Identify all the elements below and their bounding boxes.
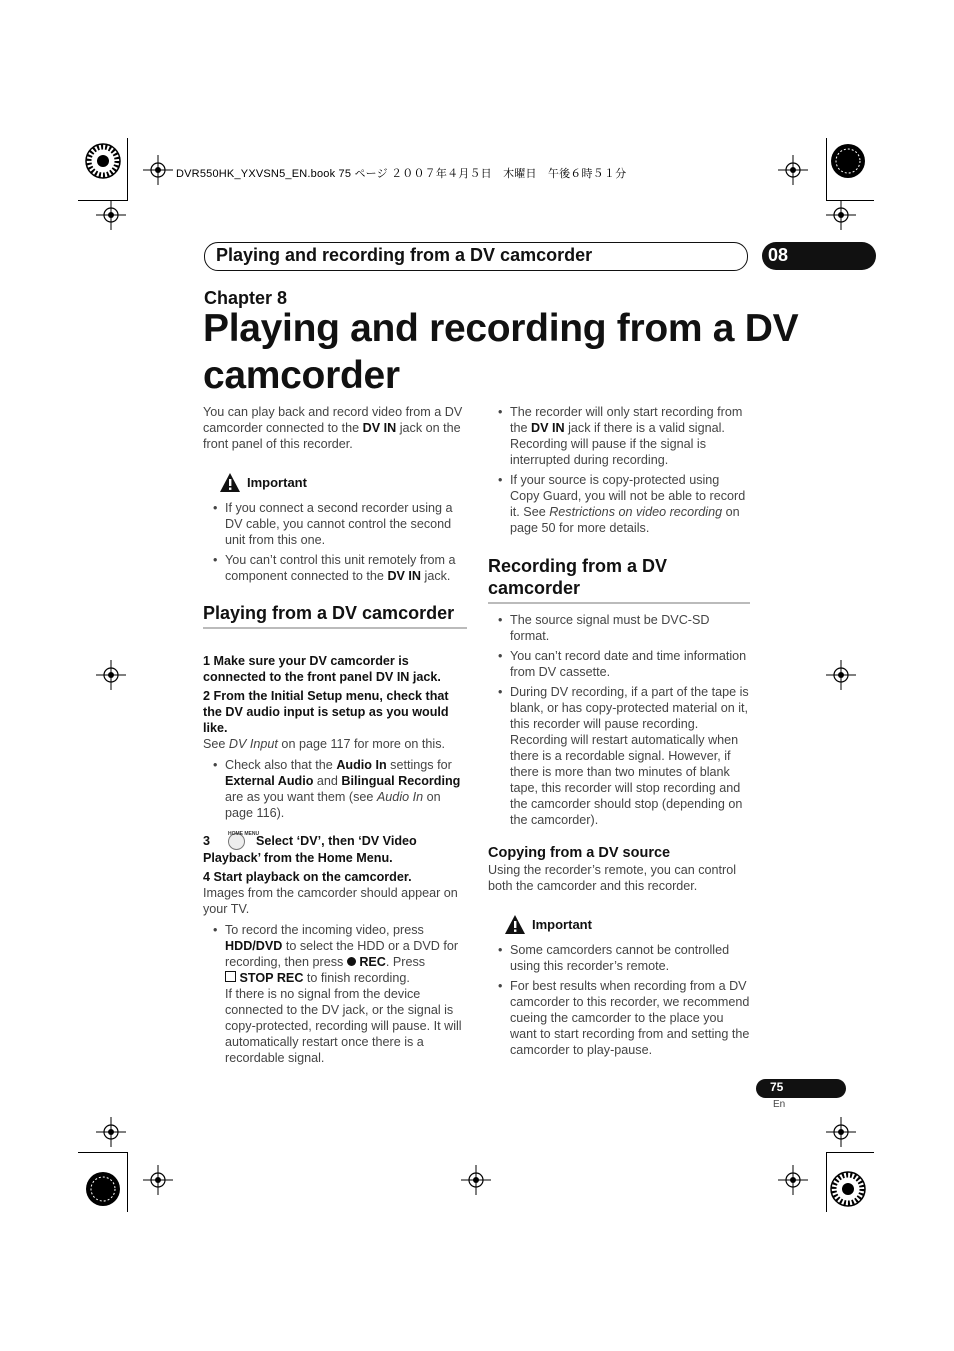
- crosshair-icon: [778, 155, 808, 185]
- crosshair-icon: [826, 660, 856, 690]
- warning-icon: [504, 914, 526, 936]
- step-4-list: [203, 922, 467, 1066]
- step-2-see: See DV Input on page 117 for more on this.: [203, 737, 446, 751]
- crosshair-icon: [461, 1165, 491, 1195]
- registration-starburst-icon: [829, 142, 867, 180]
- crosshair-icon: [826, 1117, 856, 1147]
- list-item: • During DV recording, if a part of the tape is blank, or has copy-protected material on it, this recorder will pause recording. Recording will restart automatically when there is a recordable signal. However, if there is more than two minutes of blank tape, this recorder will stop recording and the camcorder should stop (depending on the camcorder).: [488, 684, 750, 828]
- warning-icon: [219, 472, 241, 494]
- crop-mark: [826, 1152, 827, 1212]
- chapter-label: Chapter 8: [204, 288, 288, 308]
- list-item: • If your source is copy-protected using Copy Guard, you will not be able to record it. See Restrictions on video recording on page 50 for more details.: [488, 472, 750, 536]
- important-list: [488, 942, 750, 1058]
- crosshair-icon: [96, 660, 126, 690]
- list-item: • Some camcorders cannot be controlled using this recorder’s remote.: [488, 942, 750, 974]
- crosshair-icon: [143, 155, 173, 185]
- list-item: • To record the incoming video, press HDD/DVD to select the HDD or a DVD for recording, then press REC. Press STOP REC to finish recording. If there is no signal from the device connected to the DV jack, or the signal is copy-protected, recording will pause. It will automatically restart once there is a recordable signal.: [203, 922, 467, 1066]
- subsection-heading-copying: Copying from a DV source: [488, 845, 671, 861]
- crop-mark: [127, 138, 128, 200]
- section-heading-playing: Playing from a DV camcorder: [203, 602, 467, 629]
- step-4-description: Images from the camcorder should appear on your TV.: [203, 886, 458, 917]
- registration-starburst-icon: [84, 1170, 122, 1208]
- registration-starburst-icon: [84, 142, 122, 180]
- important-list: [203, 500, 467, 584]
- crosshair-icon: [96, 1117, 126, 1147]
- record-dot-icon: [347, 957, 356, 966]
- crop-mark: [127, 1152, 128, 1212]
- important-heading: Important: [504, 914, 750, 936]
- list-item: • Check also that the Audio In settings for External Audio and Bilingual Recording are as you want them (see Audio In on page 116).: [203, 757, 467, 821]
- page-title: Playing and recording from a DV camcorder: [203, 307, 799, 397]
- copying-description: Using the recorder’s remote, you can control both the camcorder and this recorder.: [488, 863, 737, 893]
- crop-mark: [78, 1152, 128, 1153]
- list-item: • For best results when recording from a DV camcorder to this recorder, we recommend cueing the camcorder to the place you want to start recording from and setting the camcorder to play-pause.: [488, 978, 750, 1058]
- step-4: 4 Start playback on the camcorder.: [203, 870, 412, 885]
- recording-list: [488, 612, 750, 828]
- list-item: • If you connect a second recorder using a DV cable, you cannot control the second unit from this one.: [203, 500, 467, 548]
- registration-starburst-icon: [829, 1170, 867, 1208]
- section-heading-recording: Recording from a DV camcorder: [488, 555, 750, 604]
- crop-mark: [826, 1152, 874, 1153]
- running-header-title: Playing and recording from a DV camcorder: [216, 245, 593, 265]
- right-column: [488, 404, 750, 1058]
- dv-notes-list: [488, 404, 750, 536]
- page-number: 75: [770, 1080, 784, 1094]
- crosshair-icon: [96, 200, 126, 230]
- list-item: • The recorder will only start recording from the DV IN jack if there is a valid signal. Recording will pause if the signal is interrupted during recording.: [488, 404, 750, 468]
- step-2-list: [203, 757, 467, 821]
- list-item: • The source signal must be DVC-SD format.: [488, 612, 750, 644]
- book-file-header: DVR550HK_YXVSN5_EN.book 75 ページ ２００７年４月５日 木曜日 午後６時５１分: [176, 168, 627, 180]
- important-heading: Important: [219, 472, 467, 494]
- home-menu-button-label: HOME MENU: [228, 831, 260, 837]
- crop-mark: [826, 138, 827, 200]
- step-3: HOME MENU 3 Select ‘DV’, then ‘DV Video Playback’ from the Home Menu.: [203, 833, 467, 866]
- step-1: 1 Make sure your DV camcorder is connected to the front panel DV IN jack.: [203, 654, 441, 684]
- crosshair-icon: [826, 200, 856, 230]
- list-item: • You can’t record date and time information from DV cassette.: [488, 648, 750, 680]
- stop-square-icon: [225, 971, 236, 982]
- left-column: [203, 404, 467, 1066]
- page-language: En: [773, 1099, 786, 1110]
- step-2: 2 From the Initial Setup menu, check that the DV audio input is setup as you would like.: [203, 689, 449, 735]
- crosshair-icon: [778, 1165, 808, 1195]
- list-item: • You can’t control this unit remotely from a component connected to the DV IN jack.: [203, 552, 467, 584]
- intro-paragraph: You can play back and record video from a DV camcorder connected to the DV IN jack on the front panel of this recorder.: [203, 405, 463, 451]
- chapter-tab-number: 08: [768, 245, 789, 265]
- crosshair-icon: [143, 1165, 173, 1195]
